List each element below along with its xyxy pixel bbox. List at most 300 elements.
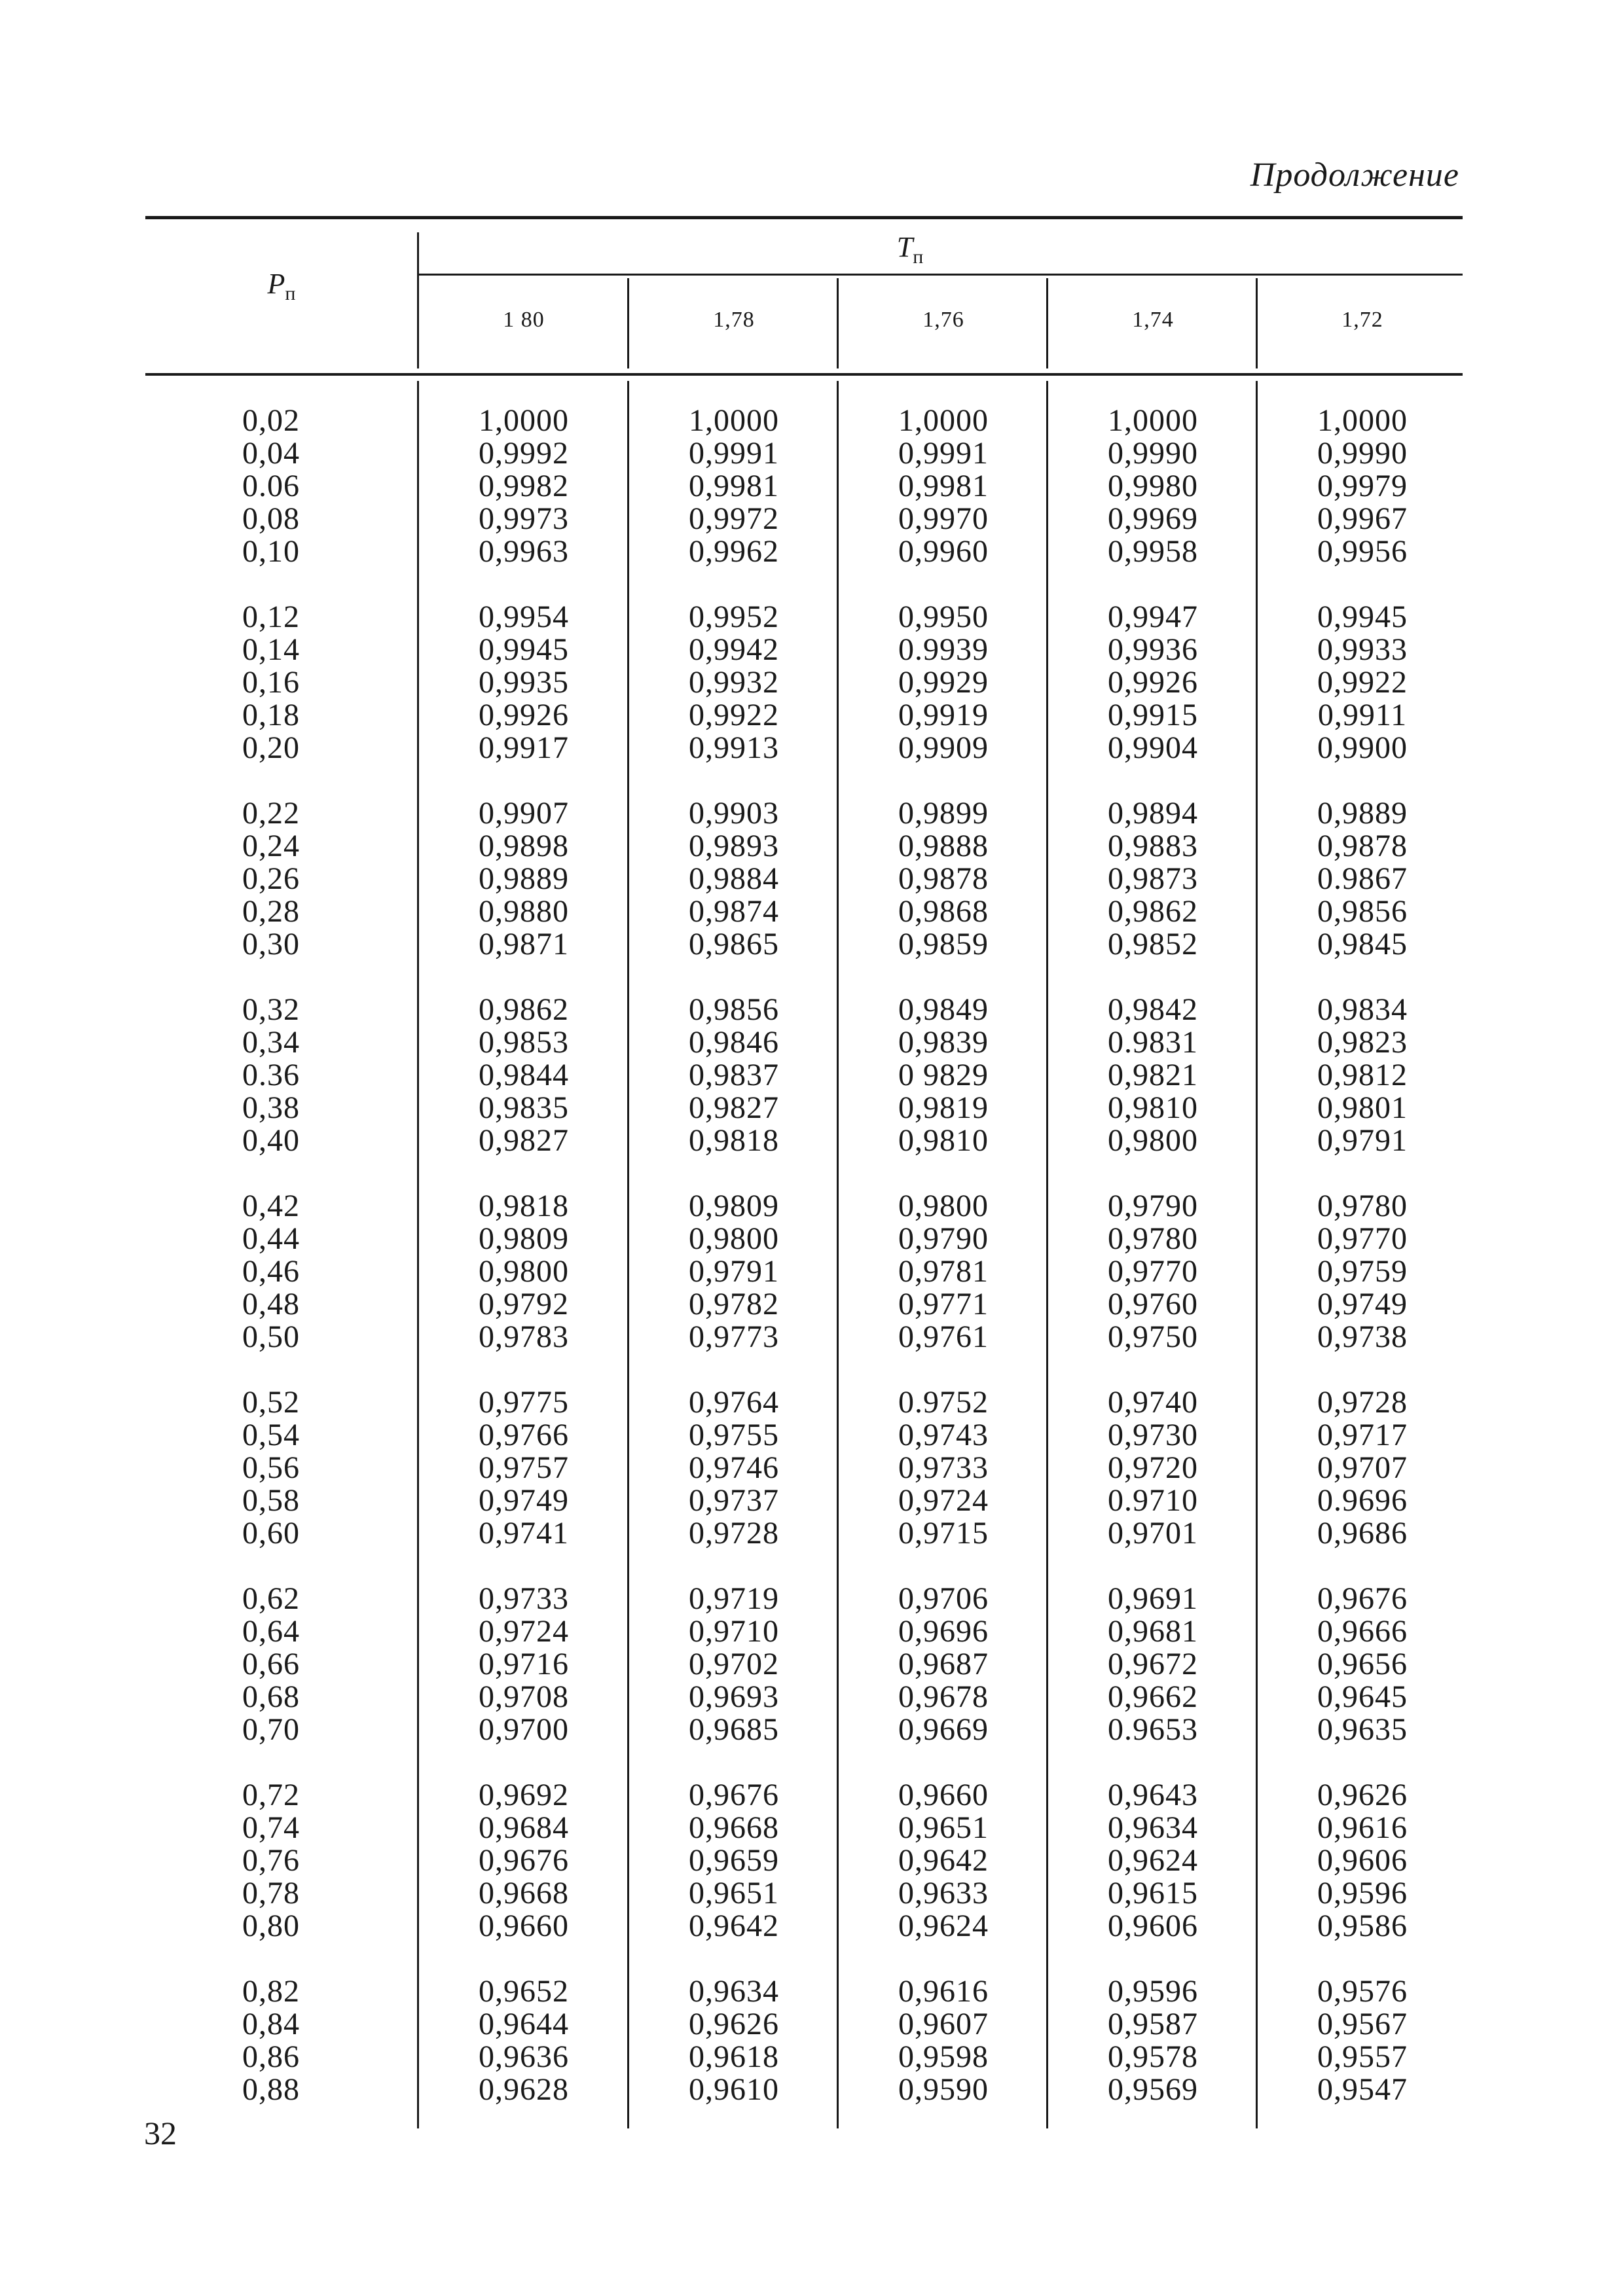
value-cell: 0,9720 (1108, 1450, 1198, 1485)
value-cell: 0,9715 (898, 1516, 989, 1551)
value-cell: 0,9922 (1317, 665, 1408, 700)
value-cell: 0,9929 (898, 665, 989, 700)
pn-cell: 0,68 (242, 1679, 300, 1714)
value-cell: 0,9626 (1317, 1778, 1408, 1812)
column-header: 1,76 (922, 308, 964, 332)
value-cell: 0,9936 (1108, 632, 1198, 667)
value-cell: 0,9759 (1317, 1254, 1408, 1289)
value-cell: 0,9740 (1108, 1385, 1198, 1420)
value-cell: 0,9547 (1317, 2072, 1408, 2107)
value-cell: 0,9878 (898, 861, 989, 896)
value-cell: 0,9668 (479, 1876, 569, 1910)
row-group (242, 797, 300, 961)
value-cell: 0,9911 (1317, 698, 1408, 732)
pn-cell: 0,30 (242, 927, 300, 961)
value-cell: 0,9781 (898, 1254, 989, 1289)
value-cell: 0,9701 (1108, 1516, 1198, 1551)
page-number: 32 (144, 2115, 177, 2151)
value-cell: 0,9606 (1317, 1843, 1408, 1878)
value-cell: 1,0000 (1108, 403, 1198, 438)
pn-cell: 0,88 (242, 2072, 300, 2107)
row-group (1258, 1190, 1467, 1354)
value-cell: 0,9766 (479, 1418, 569, 1452)
value-cell: 0,9651 (898, 1810, 989, 1845)
pn-cell: 0,50 (242, 1319, 300, 1354)
value-cell: 0.9696 (1317, 1483, 1408, 1518)
row-group (839, 1975, 1048, 2106)
value-cell: 0,9587 (1108, 2007, 1198, 2041)
value-cell: 0,9790 (898, 1221, 989, 1256)
value-cell: 0,9800 (898, 1189, 989, 1223)
value-cell: 0,9728 (689, 1516, 779, 1551)
value-cell: 0,9979 (1317, 469, 1408, 503)
row-header-sub: п (285, 282, 296, 304)
continuation-label: Продолжение (1250, 156, 1459, 194)
value-cell: 0,9888 (898, 829, 989, 863)
row-group (242, 1190, 300, 1354)
row-group (1048, 1975, 1258, 2106)
value-cell: 0,9576 (1317, 1974, 1408, 2009)
pn-cell: 0,16 (242, 665, 300, 700)
value-cell: 0,9844 (479, 1058, 569, 1092)
value-cell: 0,9933 (1317, 632, 1408, 667)
row-group (242, 1975, 300, 2106)
row-group (1048, 1583, 1258, 1746)
value-column (1258, 404, 1467, 2139)
value-cell: 0,9719 (689, 1581, 779, 1616)
value-cell: 0,9839 (898, 1025, 989, 1060)
row-group (629, 404, 839, 568)
value-cell: 0,9823 (1317, 1025, 1408, 1060)
value-cell: 0,9651 (689, 1876, 779, 1910)
pn-cell: 0,08 (242, 501, 300, 536)
value-cell: 0,9634 (1108, 1810, 1198, 1845)
row-group (839, 601, 1048, 764)
row-group (1258, 1386, 1467, 1550)
value-cell: 0,9818 (689, 1123, 779, 1158)
row-group (629, 994, 839, 1157)
pn-cell: 0,10 (242, 534, 300, 569)
value-cell: 0,9810 (898, 1123, 989, 1158)
value-cell: 0,9842 (1108, 992, 1198, 1027)
row-group (419, 1386, 629, 1550)
pn-cell: 0,02 (242, 403, 300, 438)
row-group (629, 1190, 839, 1354)
value-cell: 0,9692 (479, 1778, 569, 1812)
pn-cell: 0,60 (242, 1516, 300, 1551)
row-group (629, 601, 839, 764)
row-group (629, 1583, 839, 1746)
group-header-tn (864, 230, 956, 268)
value-cell: 0,9724 (898, 1483, 989, 1518)
value-cell: 0,9702 (689, 1647, 779, 1681)
value-cell: 0,9618 (689, 2039, 779, 2074)
pn-cell: 0,42 (242, 1189, 300, 1223)
value-cell: 0,9899 (898, 796, 989, 831)
row-group (839, 994, 1048, 1157)
value-cell: 0,9991 (689, 436, 779, 471)
row-group (242, 404, 300, 568)
pn-cell: 0,74 (242, 1810, 300, 1845)
row-group (242, 1583, 300, 1746)
value-cell: 0,9634 (689, 1974, 779, 2009)
row-group (629, 1779, 839, 1943)
value-cell: 0,9790 (1108, 1189, 1198, 1223)
pn-cell: 0,46 (242, 1254, 300, 1289)
pn-cell: 0.36 (242, 1058, 300, 1092)
value-cell: 0,9635 (1317, 1712, 1408, 1747)
value-cell: 0.9939 (898, 632, 989, 667)
value-cell: 0,9669 (898, 1712, 989, 1747)
value-cell: 0,9691 (1108, 1581, 1198, 1616)
value-cell: 0,9696 (898, 1614, 989, 1649)
value-cell: 0,9874 (689, 894, 779, 929)
value-cell: 0,9738 (1317, 1319, 1408, 1354)
value-cell: 0,9859 (898, 927, 989, 961)
value-cell: 0,9676 (1317, 1581, 1408, 1616)
value-cell: 0,9737 (689, 1483, 779, 1518)
value-cell: 0,9645 (1317, 1679, 1408, 1714)
value-cell: 0,9668 (689, 1810, 779, 1845)
value-cell: 0.9867 (1317, 861, 1408, 896)
value-cell: 0,9716 (479, 1647, 569, 1681)
value-cell: 0,9606 (1108, 1909, 1198, 1943)
value-cell: 0.9710 (1108, 1483, 1198, 1518)
pn-cell: 0,18 (242, 698, 300, 732)
value-cell: 0,9590 (898, 2072, 989, 2107)
value-cell: 0,9792 (479, 1287, 569, 1321)
value-cell: 0,9743 (898, 1418, 989, 1452)
row-group (419, 994, 629, 1157)
value-column (629, 404, 839, 2139)
header-bottom-rule (145, 373, 1463, 376)
value-cell: 0,9710 (689, 1614, 779, 1649)
value-cell: 0,9586 (1317, 1909, 1408, 1943)
group-header-main: T (896, 231, 913, 263)
pn-cell: 0.06 (242, 469, 300, 503)
value-cell: 0,9626 (689, 2007, 779, 2041)
value-cell: 0,9945 (1317, 600, 1408, 634)
value-cell: 0,9973 (479, 501, 569, 536)
value-cell: 0,9724 (479, 1614, 569, 1649)
pn-cell: 0,22 (242, 796, 300, 831)
value-cell: 0,9578 (1108, 2039, 1198, 2074)
value-cell: 0,9660 (479, 1909, 569, 1943)
value-cell: 0,9926 (479, 698, 569, 732)
value-cell: 0,9783 (479, 1319, 569, 1354)
value-cell: 0.9653 (1108, 1712, 1198, 1747)
value-cell: 0,9837 (689, 1058, 779, 1092)
value-cell: 0,9898 (479, 829, 569, 863)
value-cell: 0,9907 (479, 796, 569, 831)
pn-column (242, 404, 300, 2139)
value-cell: 0,9956 (1317, 534, 1408, 569)
row-group (1258, 1583, 1467, 1746)
value-cell: 0,9862 (479, 992, 569, 1027)
column-header: 1,72 (1341, 308, 1383, 332)
value-cell: 0,9922 (689, 698, 779, 732)
value-cell: 0,9659 (689, 1843, 779, 1878)
value-column (1048, 404, 1258, 2139)
value-cell: 0,9598 (898, 2039, 989, 2074)
value-cell: 0,9893 (689, 829, 779, 863)
value-cell: 1,0000 (898, 403, 989, 438)
row-group (839, 1190, 1048, 1354)
value-cell: 0,9773 (689, 1319, 779, 1354)
value-cell: 0,9962 (689, 534, 779, 569)
value-cell: 0,9761 (898, 1319, 989, 1354)
value-cell: 0,9706 (898, 1581, 989, 1616)
value-cell: 0,9909 (898, 730, 989, 765)
value-cell: 0,9894 (1108, 796, 1198, 831)
value-cell: 0,9633 (898, 1876, 989, 1910)
value-cell: 0,9880 (479, 894, 569, 929)
value-cell: 0,9733 (479, 1581, 569, 1616)
value-cell: 0,9684 (479, 1810, 569, 1845)
pn-cell: 0,28 (242, 894, 300, 929)
value-cell: 0,9746 (689, 1450, 779, 1485)
row-group (1048, 1190, 1258, 1354)
value-cell: 0,9687 (898, 1647, 989, 1681)
row-group (839, 1583, 1048, 1746)
value-cell: 0,9782 (689, 1287, 779, 1321)
value-cell: 0,9730 (1108, 1418, 1198, 1452)
row-group (419, 1583, 629, 1746)
value-cell: 0,9942 (689, 632, 779, 667)
value-cell: 0,9686 (1317, 1516, 1408, 1551)
value-cell: 0,9963 (479, 534, 569, 569)
value-cell: 1,0000 (689, 403, 779, 438)
value-cell: 0,9935 (479, 665, 569, 700)
row-group (1258, 994, 1467, 1157)
value-cell: 0,9862 (1108, 894, 1198, 929)
row-group (1048, 797, 1258, 961)
value-cell: 0,9791 (689, 1254, 779, 1289)
value-cell: 0,9873 (1108, 861, 1198, 896)
value-cell: 0,9678 (898, 1679, 989, 1714)
value-cell: 0,9728 (1317, 1385, 1408, 1420)
row-group (419, 797, 629, 961)
value-cell: 0,9616 (1317, 1810, 1408, 1845)
row-group (1258, 1975, 1467, 2106)
row-group (419, 404, 629, 568)
value-cell: 0,9628 (479, 2072, 569, 2107)
pn-cell: 0,84 (242, 2007, 300, 2041)
pn-cell: 0,44 (242, 1221, 300, 1256)
value-cell: 0,9770 (1108, 1254, 1198, 1289)
value-cell: 0,9741 (479, 1516, 569, 1551)
value-cell: 0,9856 (1317, 894, 1408, 929)
value-cell: 0,9835 (479, 1090, 569, 1125)
value-cell: 0,9800 (689, 1221, 779, 1256)
pn-cell: 0,20 (242, 730, 300, 765)
value-cell: 0,9624 (1108, 1843, 1198, 1878)
value-cell: 0,9642 (898, 1843, 989, 1878)
value-cell: 0,9749 (479, 1483, 569, 1518)
value-cell: 0,9760 (1108, 1287, 1198, 1321)
row-group (1258, 1779, 1467, 1943)
value-cell: 0,9884 (689, 861, 779, 896)
value-cell: 0,9607 (898, 2007, 989, 2041)
value-cell: 0,9913 (689, 730, 779, 765)
pn-cell: 0,14 (242, 632, 300, 667)
pn-cell: 0,76 (242, 1843, 300, 1878)
row-group (1048, 601, 1258, 764)
pn-cell: 0,24 (242, 829, 300, 863)
pn-cell: 0,72 (242, 1778, 300, 1812)
value-cell: 0.9831 (1108, 1025, 1198, 1060)
value-column (839, 404, 1048, 2139)
subheader-rule (419, 274, 1463, 276)
value-cell: 0,9981 (898, 469, 989, 503)
value-cell: 0,9810 (1108, 1090, 1198, 1125)
value-cell: 0,9982 (479, 469, 569, 503)
pn-cell: 0,80 (242, 1909, 300, 1943)
value-cell: 0,9780 (1317, 1189, 1408, 1223)
value-cell: 0,9852 (1108, 927, 1198, 961)
value-cell: 0,9771 (898, 1287, 989, 1321)
value-cell: 0,9700 (479, 1712, 569, 1747)
value-cell: 0,9780 (1108, 1221, 1198, 1256)
row-group (419, 1975, 629, 2106)
header-divider (417, 232, 419, 368)
pn-cell: 0,66 (242, 1647, 300, 1681)
value-cell: 0,9567 (1317, 2007, 1408, 2041)
value-cell: 0,9932 (689, 665, 779, 700)
value-cell: 0,9849 (898, 992, 989, 1027)
value-cell: 0,9757 (479, 1450, 569, 1485)
value-cell: 0,9708 (479, 1679, 569, 1714)
pn-cell: 0,70 (242, 1712, 300, 1747)
row-group (419, 1779, 629, 1943)
value-cell: 0,9990 (1317, 436, 1408, 471)
row-group (1048, 1386, 1258, 1550)
pn-cell: 0,64 (242, 1614, 300, 1649)
value-cell: 0,9662 (1108, 1679, 1198, 1714)
value-cell: 0,9972 (689, 501, 779, 536)
value-cell: 0,9868 (898, 894, 989, 929)
column-header: 1 80 (503, 308, 545, 332)
value-cell: 0,9915 (1108, 698, 1198, 732)
value-cell: 0,9818 (479, 1189, 569, 1223)
value-cell: 0 9829 (898, 1058, 989, 1092)
column-header: 1,78 (713, 308, 755, 332)
value-cell: 0,9970 (898, 501, 989, 536)
value-cell: 0,9853 (479, 1025, 569, 1060)
value-cell: 0,9642 (689, 1909, 779, 1943)
value-cell: 0,9958 (1108, 534, 1198, 569)
value-cell: 0,9755 (689, 1418, 779, 1452)
value-cell: 0,9821 (1108, 1058, 1198, 1092)
row-group (1258, 601, 1467, 764)
value-cell: 0,9660 (898, 1778, 989, 1812)
value-cell: 0,9865 (689, 927, 779, 961)
row-header-pn (236, 267, 327, 305)
row-group (629, 1386, 839, 1550)
value-cell: 0.9752 (898, 1385, 989, 1420)
pn-cell: 0,12 (242, 600, 300, 634)
value-cell: 0,9845 (1317, 927, 1408, 961)
value-cell: 0,9889 (479, 861, 569, 896)
row-group (419, 1190, 629, 1354)
value-cell: 0,9764 (689, 1385, 779, 1420)
value-cell: 0,9770 (1317, 1221, 1408, 1256)
pn-cell: 0,82 (242, 1974, 300, 2009)
value-cell: 0,9903 (689, 796, 779, 831)
value-cell: 1,0000 (1317, 403, 1408, 438)
row-group (1048, 404, 1258, 568)
value-cell: 0,9569 (1108, 2072, 1198, 2107)
value-cell: 0,9945 (479, 632, 569, 667)
value-cell: 0,9900 (1317, 730, 1408, 765)
value-cell: 0,9950 (898, 600, 989, 634)
pn-cell: 0,58 (242, 1483, 300, 1518)
value-cell: 0,9733 (898, 1450, 989, 1485)
pn-cell: 0,26 (242, 861, 300, 896)
row-group (1258, 797, 1467, 961)
row-group (1258, 404, 1467, 568)
value-cell: 0,9990 (1108, 436, 1198, 471)
row-group (419, 601, 629, 764)
value-column (419, 404, 629, 2139)
pn-cell: 0,32 (242, 992, 300, 1027)
value-cell: 0,9834 (1317, 992, 1408, 1027)
row-group (242, 1386, 300, 1550)
value-cell: 0,9969 (1108, 501, 1198, 536)
value-cell: 0,9636 (479, 2039, 569, 2074)
value-cell: 0,9954 (479, 600, 569, 634)
value-cell: 0,9681 (1108, 1614, 1198, 1649)
value-cell: 0,9947 (1108, 600, 1198, 634)
value-cell: 0,9889 (1317, 796, 1408, 831)
value-cell: 0,9624 (898, 1909, 989, 1943)
value-cell: 0,9596 (1317, 1876, 1408, 1910)
row-group (839, 1779, 1048, 1943)
value-cell: 0,9676 (479, 1843, 569, 1878)
value-cell: 0,9656 (1317, 1647, 1408, 1681)
value-cell: 0,9992 (479, 436, 569, 471)
value-cell: 1,0000 (479, 403, 569, 438)
row-header-main: P (267, 268, 285, 300)
value-cell: 0,9952 (689, 600, 779, 634)
row-group (242, 994, 300, 1157)
value-cell: 0,9676 (689, 1778, 779, 1812)
value-cell: 0,9693 (689, 1679, 779, 1714)
pn-cell: 0,54 (242, 1418, 300, 1452)
value-cell: 0,9775 (479, 1385, 569, 1420)
value-cell: 0,9672 (1108, 1647, 1198, 1681)
value-cell: 0,9871 (479, 927, 569, 961)
pn-cell: 0,78 (242, 1876, 300, 1910)
value-cell: 0,9596 (1108, 1974, 1198, 2009)
value-cell: 0,9883 (1108, 829, 1198, 863)
pn-cell: 0,56 (242, 1450, 300, 1485)
value-cell: 0,9791 (1317, 1123, 1408, 1158)
pn-cell: 0,40 (242, 1123, 300, 1158)
value-cell: 0,9812 (1317, 1058, 1408, 1092)
value-cell: 0,9643 (1108, 1778, 1198, 1812)
value-cell: 0,9616 (898, 1974, 989, 2009)
value-cell: 0,9809 (689, 1189, 779, 1223)
value-cell: 0,9557 (1317, 2039, 1408, 2074)
row-group (629, 797, 839, 961)
value-cell: 0,9981 (689, 469, 779, 503)
value-cell: 0,9827 (479, 1123, 569, 1158)
value-cell: 0,9926 (1108, 665, 1198, 700)
pn-cell: 0,86 (242, 2039, 300, 2074)
pn-cell: 0,04 (242, 436, 300, 471)
value-cell: 0,9644 (479, 2007, 569, 2041)
